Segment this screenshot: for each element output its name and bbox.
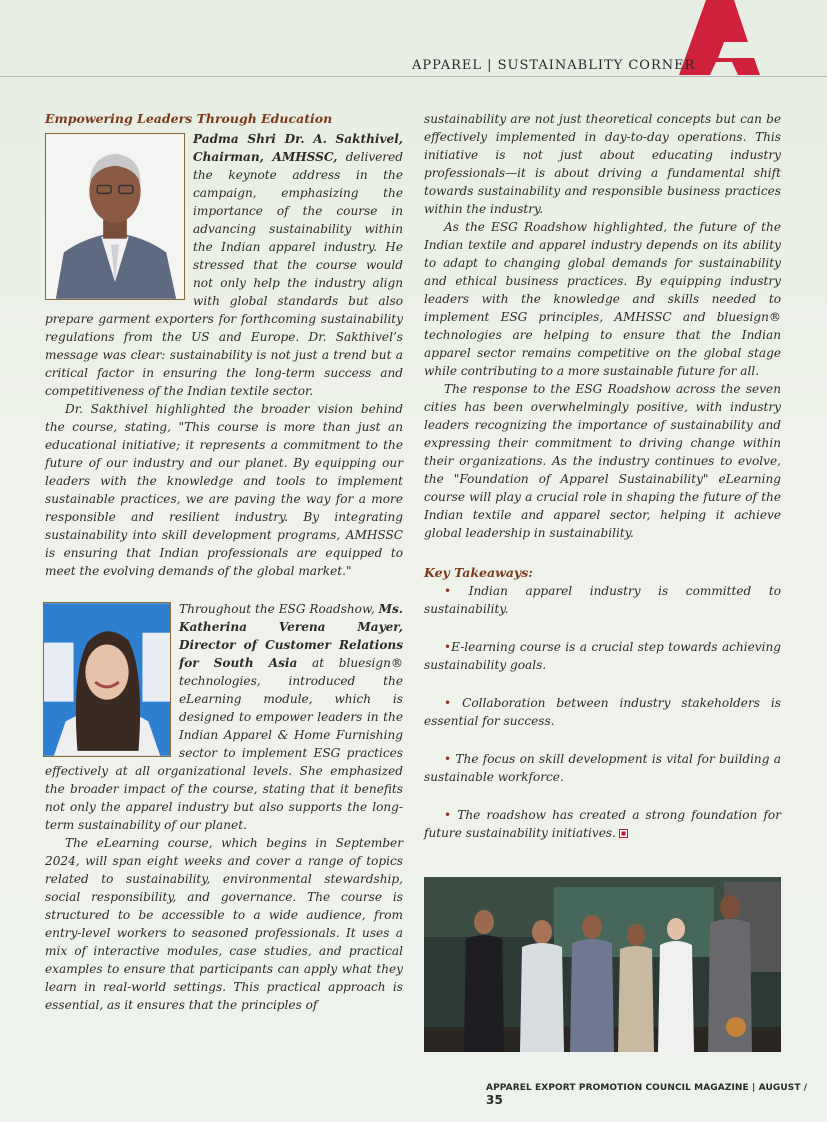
- paragraph-text: The response to the ESG Roadshow across the seven cities has been overwhelmingly positive, with industry leaders recognizing the importance of sustainability and expressing their commitment to driving change within their organizations. As the industry continues to evolve, the "Foundation of Apparel Sustainability" eLearning course will play a crucial role in shaping the future of the Indian textile and apparel sector, helping it achieve global leadership in sustainability.: [424, 382, 781, 540]
- paragraph-text: The eLearning course, which begins in September 2024, will span eight weeks and cover a range of topics related to sustainability, environmental stewardship, social responsibility, and governance. The course is structured to be accessible to a wide audience, from entry-level workers to seasoned professionals. It uses a mix of interactive modules, case studies, and practical examples to ensure that participants can apply what they learn in real-world settings. This practical approach is essential, as it ensures that the principles of: [45, 836, 403, 1012]
- list-item: • Indian apparel industry is committed to sustainability.: [424, 584, 781, 616]
- bullet-icon: •: [444, 808, 452, 822]
- speaker-name-mayer: Ms. Katherina Verena Mayer, Director of Customer Relations for South Asia: [179, 602, 403, 670]
- paragraph-text: As the ESG Roadshow highlighted, the future of the Indian textile and apparel industry depends on its ability to adapt to changing global demands for sustainability and ethical business practices. By equipping industry leaders with the knowledge and skills needed to implement ESG principles, AMHSSC and bluesign® technologies are helping to ensure that the Indian apparel sector remains competitive on the global stage while contributing to a more sustainable future for all.: [424, 220, 781, 378]
- key-takeaways-heading: Key Takeaways:: [424, 565, 533, 580]
- bullet-icon: •: [444, 752, 452, 766]
- magazine-name: APPAREL EXPORT PROMOTION COUNCIL MAGAZINE | AUGUST /: [486, 1083, 808, 1093]
- paragraph-text: Dr. Sakthivel highlighted the broader vision behind the course, stating, "This course is more than just an educational initiative; it represents a commitment to the future of our industry and our planet. By equipping our leaders with the knowledge and tools to implement sustainable practices, we are paving the way for a more responsible and resilient industry. By integrating sustainability into skill development programs, AMHSSC is ensuring that Indian professionals are equipped to meet the evolving demands of the global market.": [45, 402, 403, 578]
- section-heading: Empowering Leaders Through Education: [45, 111, 333, 126]
- bullet-icon: •: [444, 584, 452, 598]
- magazine-logo: [676, 0, 827, 76]
- portrait-photo-sakthivel: [45, 133, 185, 300]
- bullet-icon: •: [444, 640, 452, 654]
- right-column: [424, 110, 781, 862]
- left-column: [45, 110, 403, 1014]
- list-item: •E-learning course is a crucial step towards achieving sustainability goals.: [424, 640, 781, 672]
- paragraph-text: at bluesign® technologies, introduced the eLearning module, which is designed to empower leaders in the Indian Apparel & Home Furnishing sector to implement ESG practices effectively at all organizational levels. She emphasized the broader impact of the course, stating that it benefits not only the apparel industry but also supports the long-term sustainability of our planet.: [45, 656, 404, 832]
- portrait-photo-mayer: [43, 602, 171, 757]
- header-divider: [0, 76, 827, 77]
- page-number: 35: [486, 1093, 503, 1107]
- list-item: • The focus on skill development is vital for building a sustainable workforce.: [424, 752, 781, 784]
- list-item: • Collaboration between industry stakeholders is essential for success.: [424, 696, 781, 728]
- list-item: • The roadshow has created a strong foundation for future sustainability initiatives.: [424, 808, 781, 840]
- section-label: APPAREL | SUSTAINABLITY CORNER: [412, 58, 696, 73]
- speaker-name-sakthivel: Padma Shri Dr. A. Sakthivel, Chairman, AMHSSC,: [193, 132, 403, 164]
- paragraph-text: sustainability are not just theoretical concepts but can be effectively implemented in day-to-day operations. This initiative is not just about educating industry professionals—it is about driving a fundamental shift towards sustainability and responsible business practices within the industry.: [424, 112, 781, 216]
- group-photo: [424, 877, 781, 1052]
- bullet-icon: •: [444, 696, 452, 710]
- end-of-article-icon: [619, 829, 628, 838]
- paragraph-text: delivered the keynote address in the campaign, emphasizing the importance of the course in advancing sustainability within the Indian apparel industry. He stressed that the course would not only help the industry align with global standards but also prepare garment exporters for forthcoming sustainability regulations from the US and Europe. Dr. Sakthivel’s message was clear: sustainability is not just a trend but a critical factor in ensuring the long-term success and competitiveness of the Indian textile sector.: [45, 150, 403, 398]
- paragraph-text: Throughout the ESG Roadshow,: [179, 602, 379, 616]
- page-footer: [486, 1083, 827, 1107]
